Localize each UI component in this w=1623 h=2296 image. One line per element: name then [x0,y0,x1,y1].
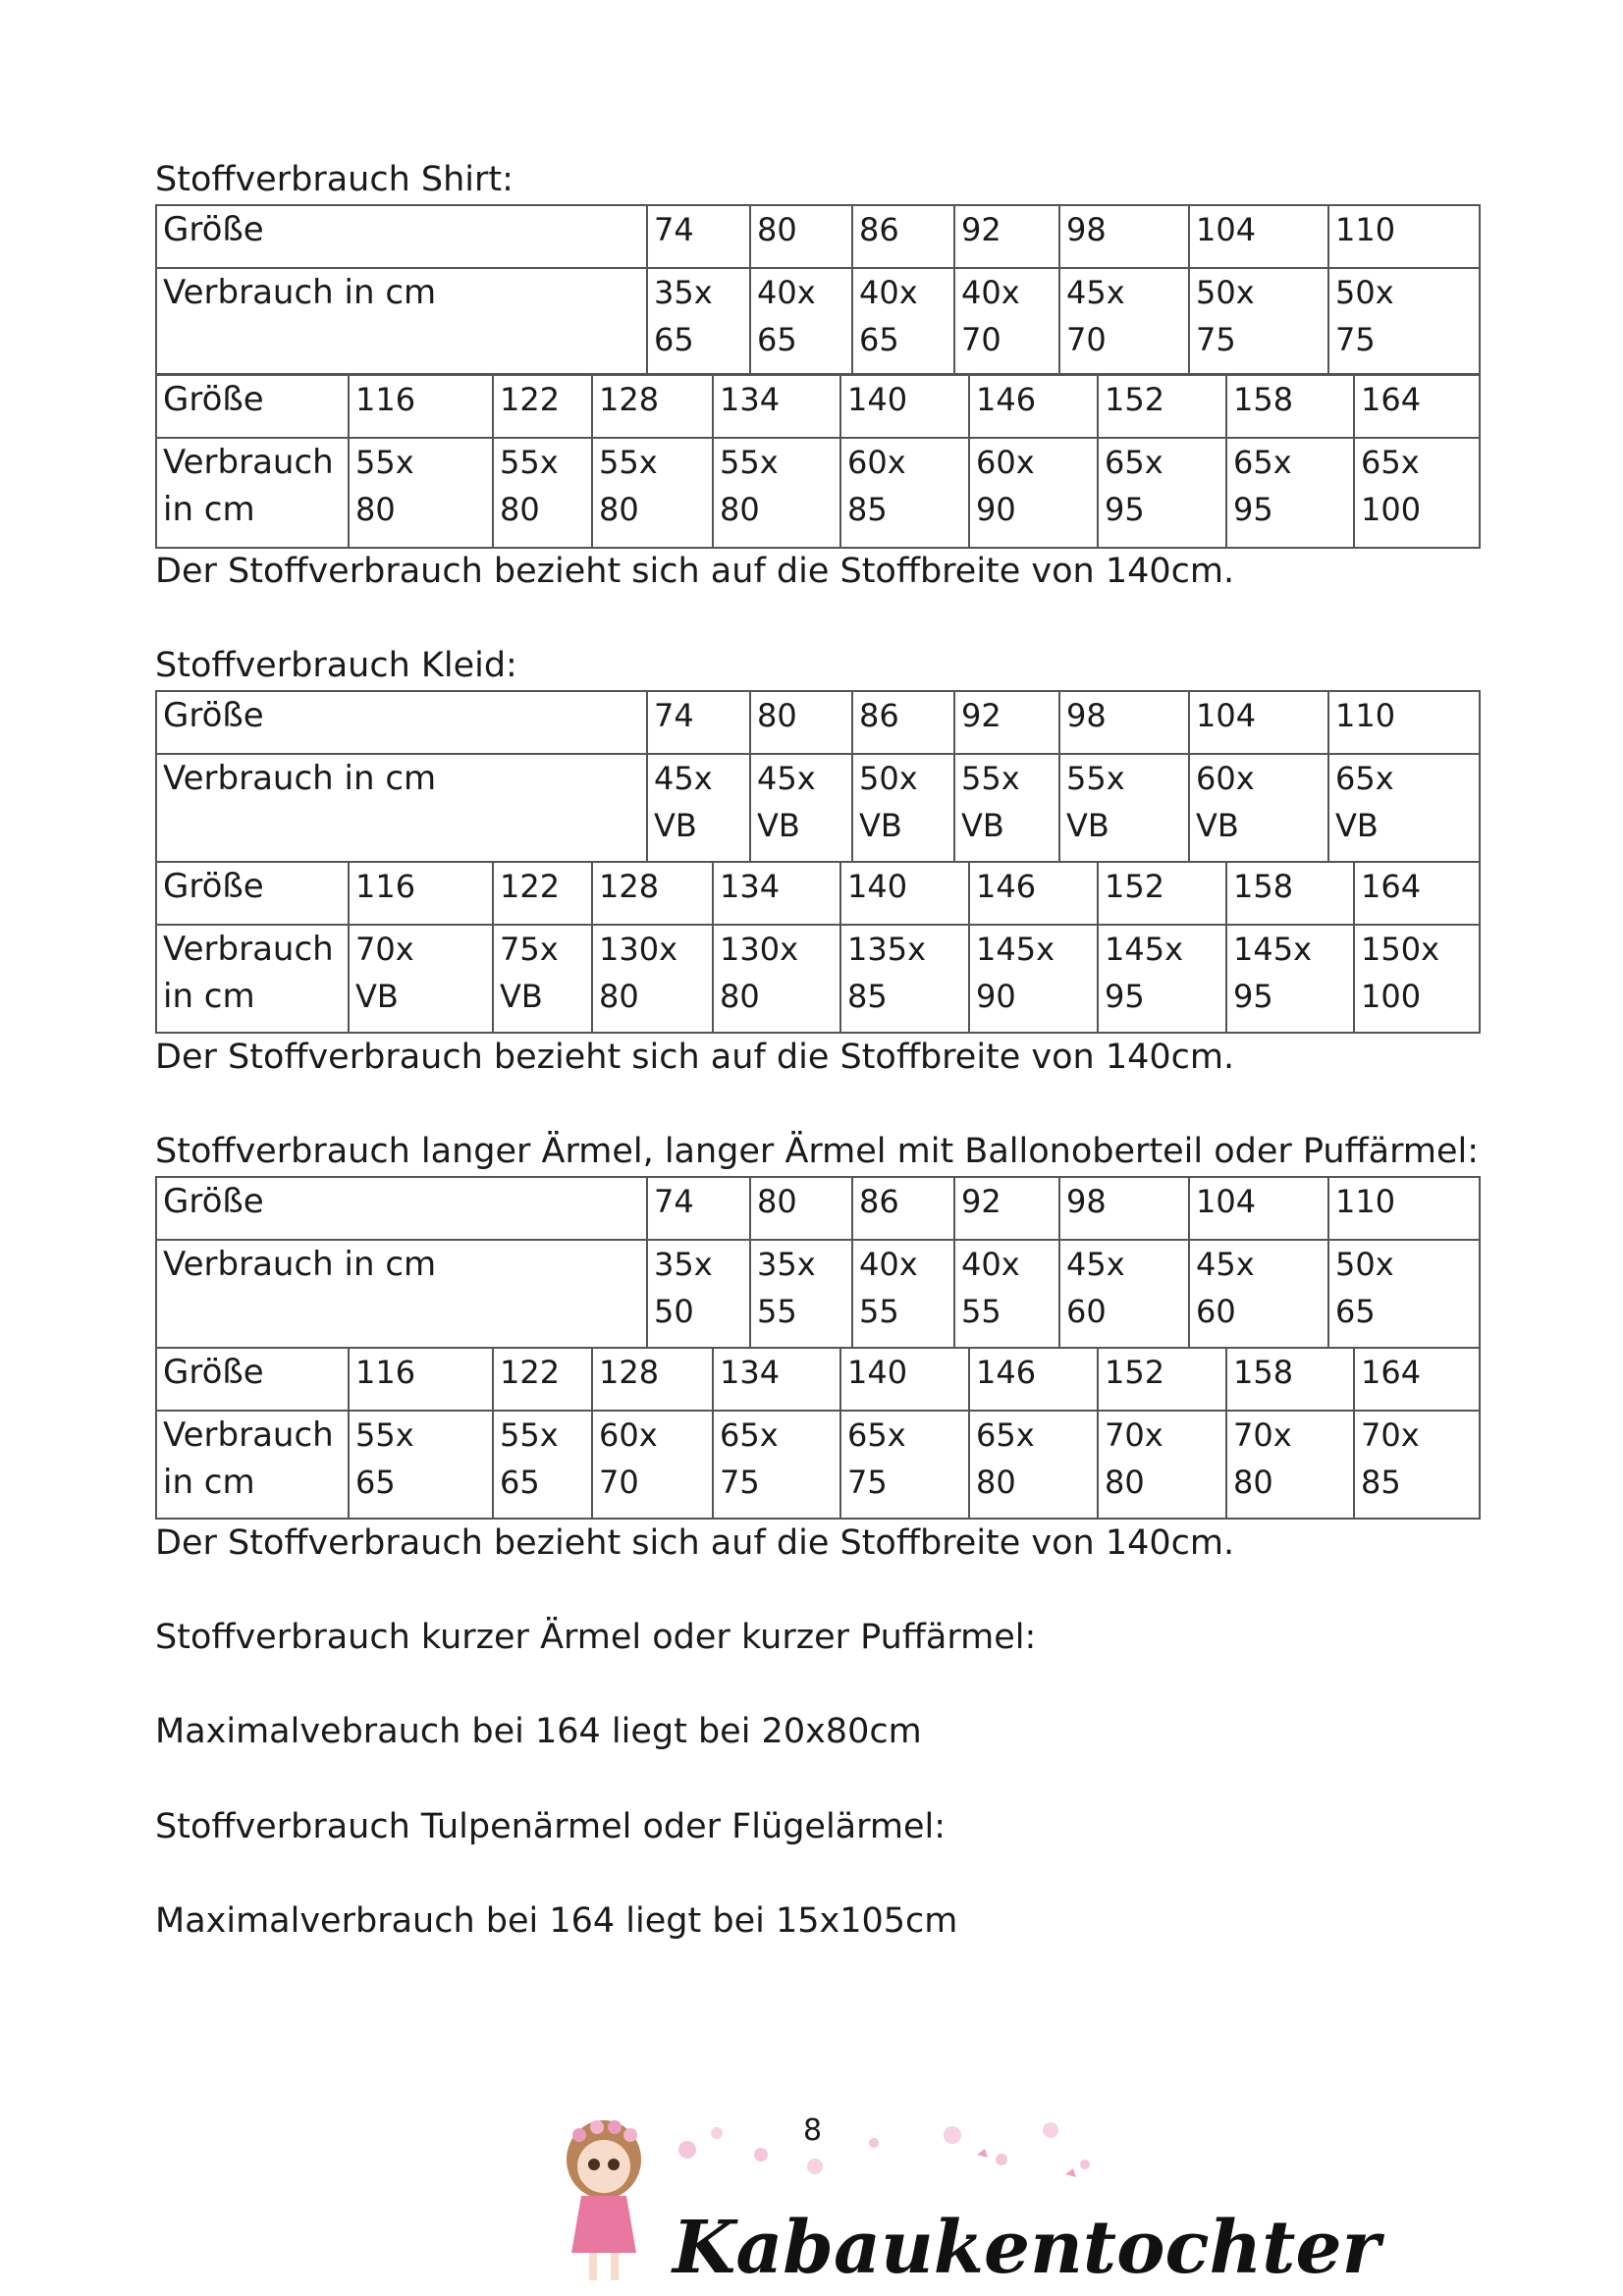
usage-cell: 45x VB [750,754,852,862]
usage-cell: 150x 100 [1354,925,1480,1033]
usage-cell: 60x 70 [592,1411,713,1519]
fabric-width-note: Der Stoffverbrauch bezieht sich auf die Stoffbreite von 140cm. [155,552,1235,591]
petal-dot [807,2159,823,2174]
usage-cell: 60x 85 [840,438,969,548]
usage-cell: 55x VB [1059,754,1189,862]
max-usage-tulip-sleeve: Maximalverbrauch bei 164 liegt bei 15x105cm [155,1901,958,1941]
usage-label: Verbrauch in cm [156,754,647,862]
table-row [156,754,1480,862]
petal-dot [996,2154,1007,2165]
size-cell: 116 [349,862,493,925]
usage-cell: 50x 65 [1328,1240,1480,1348]
size-cell: 80 [750,1177,852,1240]
size-cell: 92 [954,1177,1059,1240]
petal-dot [869,2138,879,2148]
usage-cell: 130x 80 [592,925,713,1033]
usage-cell: 70x 85 [1354,1411,1480,1519]
size-cell: 80 [750,205,852,268]
size-cell: 164 [1354,1348,1480,1411]
size-cell: 110 [1328,205,1480,268]
usage-cell: 40x 70 [954,268,1059,374]
fabric-width-note: Der Stoffverbrauch bezieht sich auf die Stoffbreite von 140cm. [155,1523,1235,1563]
size-cell: 158 [1226,862,1354,925]
usage-cell: 45x 70 [1059,268,1189,374]
size-cell: 116 [349,375,493,438]
size-cell: 98 [1059,691,1189,754]
size-cell: 110 [1328,1177,1480,1240]
usage-cell: 55x 65 [349,1411,493,1519]
petal-dot [678,2141,696,2159]
usage-cell: 45x VB [647,754,750,862]
size-label: Größe [156,1348,349,1411]
size-label: Größe [156,691,647,754]
usage-label: Verbrauch in cm [156,438,349,548]
usage-cell: 70x VB [349,925,493,1033]
girl-mascot-icon [567,2120,641,2280]
size-cell: 86 [852,205,954,268]
usage-cell: 50x 75 [1328,268,1480,374]
table-row [156,1177,1480,1240]
size-cell: 134 [713,862,840,925]
section-heading-shirt: Stoffverbrauch Shirt: [155,160,514,199]
table-row [156,862,1480,925]
size-cell: 146 [969,1348,1098,1411]
size-cell: 164 [1354,375,1480,438]
size-table-sleeve-top [155,1176,1481,1349]
usage-cell: 65x 75 [713,1411,840,1519]
usage-cell: 55x 80 [592,438,713,548]
table-row [156,1240,1480,1348]
max-usage-short-sleeve: Maximalvebrauch bei 164 liegt bei 20x80cm [155,1712,922,1751]
table-row [156,205,1480,268]
size-cell: 74 [647,205,750,268]
usage-label: Verbrauch in cm [156,1240,647,1348]
size-cell: 158 [1226,375,1354,438]
usage-label: Verbrauch in cm [156,1411,349,1519]
usage-cell: 55x 80 [349,438,493,548]
size-label: Größe [156,1177,647,1240]
usage-cell: 65x VB [1328,754,1480,862]
usage-cell: 70x 80 [1098,1411,1226,1519]
size-table-shirt-bottom [155,374,1481,549]
petal-dot [1043,2122,1058,2138]
size-cell: 128 [592,1348,713,1411]
usage-cell: 40x 55 [852,1240,954,1348]
size-cell: 110 [1328,691,1480,754]
petal-dot [711,2127,723,2139]
usage-cell: 65x 75 [840,1411,969,1519]
usage-cell: 75x VB [493,925,592,1033]
size-table-dress-bottom [155,861,1481,1034]
size-cell: 74 [647,1177,750,1240]
size-cell: 134 [713,1348,840,1411]
table-row [156,1411,1480,1519]
table-row [156,1348,1480,1411]
usage-cell: 65x 80 [969,1411,1098,1519]
section-heading-short-sleeve: Stoffverbrauch kurzer Ärmel oder kurzer Puffärmel: [155,1618,1037,1657]
size-table-dress-top [155,690,1481,863]
table-row [156,925,1480,1033]
usage-cell: 45x 60 [1189,1240,1328,1348]
size-cell: 92 [954,205,1059,268]
table-row [156,375,1480,438]
size-table-sleeve-bottom [155,1347,1481,1520]
table-row [156,438,1480,548]
size-cell: 140 [840,375,969,438]
size-cell: 140 [840,862,969,925]
usage-cell: 55x 80 [713,438,840,548]
section-heading-tulip-sleeve: Stoffverbrauch Tulpenärmel oder Flügelärmel: [155,1807,947,1846]
size-cell: 86 [852,691,954,754]
size-cell: 98 [1059,205,1189,268]
usage-cell: 35x 50 [647,1240,750,1348]
petal-dot [754,2148,768,2162]
size-label: Größe [156,862,349,925]
usage-cell: 35x 55 [750,1240,852,1348]
size-cell: 104 [1189,1177,1328,1240]
size-cell: 152 [1098,1348,1226,1411]
usage-cell: 55x 80 [493,438,592,548]
usage-cell: 35x 65 [647,268,750,374]
usage-cell: 130x 80 [713,925,840,1033]
size-cell: 140 [840,1348,969,1411]
usage-cell: 50x VB [852,754,954,862]
usage-cell: 145x 90 [969,925,1098,1033]
usage-cell: 145x 95 [1098,925,1226,1033]
logo-wordmark: Kabaukentochter [673,2206,1380,2290]
usage-cell: 45x 60 [1059,1240,1189,1348]
size-label: Größe [156,205,647,268]
usage-cell: 55x VB [954,754,1059,862]
usage-cell: 135x 85 [840,925,969,1033]
usage-cell: 55x 65 [493,1411,592,1519]
usage-cell: 40x 65 [750,268,852,374]
usage-cell: 40x 65 [852,268,954,374]
section-heading-long-sleeve: Stoffverbrauch langer Ärmel, langer Ärmel mit Ballonoberteil oder Puffärmel: [155,1132,1480,1171]
section-heading-dress: Stoffverbrauch Kleid: [155,646,517,685]
size-cell: 80 [750,691,852,754]
size-cell: 116 [349,1348,493,1411]
usage-cell: 145x 95 [1226,925,1354,1033]
butterfly-icon [1065,2168,1076,2177]
size-table-shirt-top [155,204,1481,375]
usage-cell: 50x 75 [1189,268,1328,374]
size-cell: 158 [1226,1348,1354,1411]
size-cell: 128 [592,862,713,925]
size-cell: 104 [1189,205,1328,268]
size-label: Größe [156,375,349,438]
size-cell: 146 [969,862,1098,925]
usage-cell: 60x VB [1189,754,1328,862]
size-cell: 122 [493,862,592,925]
size-cell: 92 [954,691,1059,754]
size-cell: 152 [1098,375,1226,438]
usage-cell: 65x 95 [1098,438,1226,548]
usage-label: Verbrauch in cm [156,268,647,374]
page-number: 8 [803,2113,823,2148]
size-cell: 164 [1354,862,1480,925]
size-cell: 134 [713,375,840,438]
petal-dot [1080,2160,1090,2169]
table-row [156,691,1480,754]
size-cell: 152 [1098,862,1226,925]
petal-dot [944,2126,961,2144]
size-cell: 122 [493,1348,592,1411]
usage-cell: 60x 90 [969,438,1098,548]
usage-cell: 65x 100 [1354,438,1480,548]
butterfly-icon [977,2149,988,2158]
size-cell: 146 [969,375,1098,438]
usage-label: Verbrauch in cm [156,925,349,1033]
size-cell: 122 [493,375,592,438]
usage-cell: 40x 55 [954,1240,1059,1348]
usage-cell: 65x 95 [1226,438,1354,548]
table-row [156,268,1480,374]
usage-cell: 70x 80 [1226,1411,1354,1519]
size-cell: 98 [1059,1177,1189,1240]
size-cell: 128 [592,375,713,438]
brand-logo [520,2106,1380,2292]
fabric-width-note: Der Stoffverbrauch bezieht sich auf die Stoffbreite von 140cm. [155,1038,1235,1077]
size-cell: 86 [852,1177,954,1240]
size-cell: 74 [647,691,750,754]
size-cell: 104 [1189,691,1328,754]
